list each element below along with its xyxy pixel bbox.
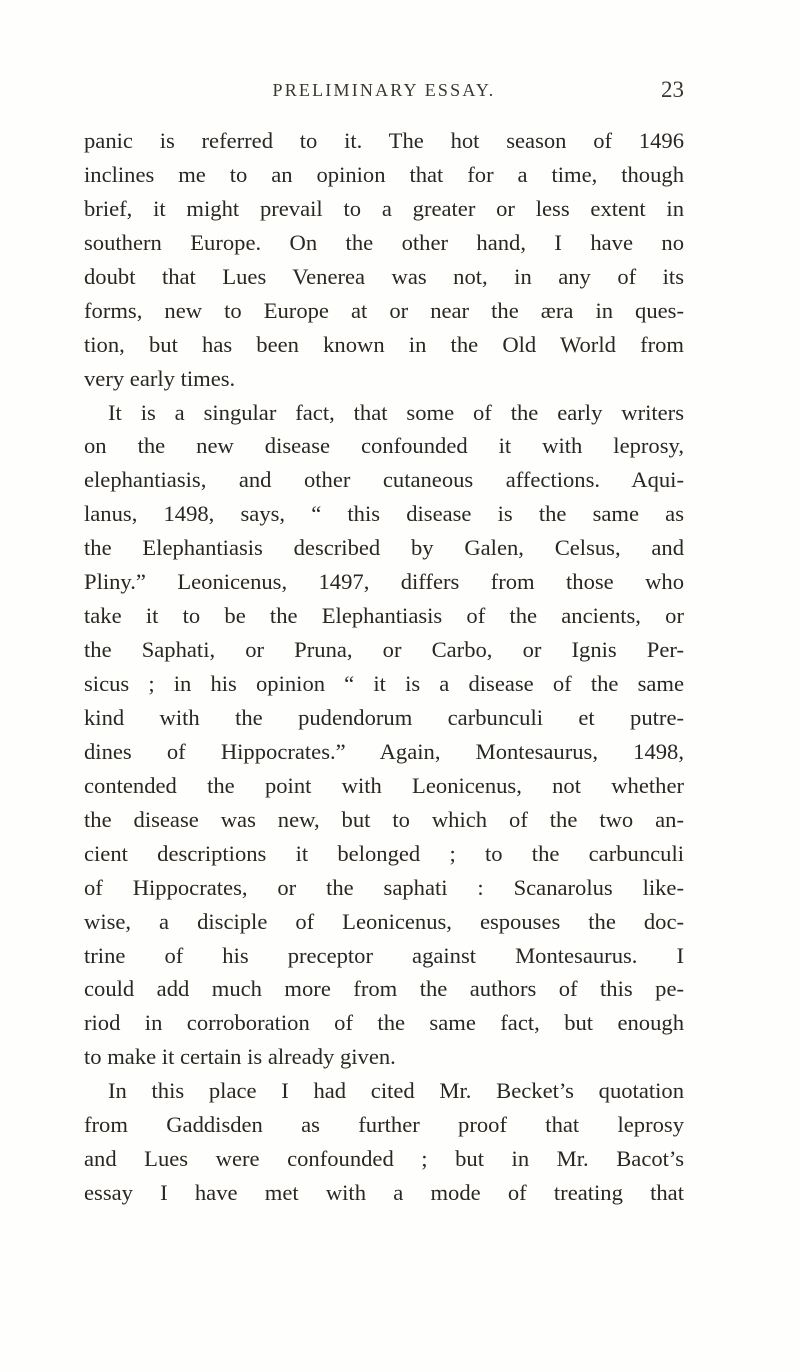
- text-line: from Gaddisden as further proof that leprosy: [84, 1112, 684, 1138]
- text-line: cient descriptions it belonged ; to the carbunculi: [84, 840, 684, 866]
- text-line: the Elephantiasis described by Galen, Celsus, and: [84, 535, 684, 561]
- page-number: 23: [661, 77, 684, 102]
- text-line: sicus ; in his opinion “ it is a disease of the same: [84, 671, 684, 696]
- text-line: brief, it might prevail to a greater or less extent in: [84, 195, 684, 221]
- text-line: and Lues were confounded ; but in Mr. Bacot’s: [84, 1146, 684, 1172]
- text-line: panic is referred to it. The hot season of 1496: [84, 128, 684, 153]
- body-text: [84, 124, 684, 1210]
- text-line: lanus, 1498, says, “ this disease is the same as: [84, 501, 684, 527]
- text-line: doubt that Lues Venerea was not, in any of its: [84, 263, 684, 289]
- text-line: wise, a disciple of Leonicenus, espouses the doc-: [84, 908, 684, 934]
- text-line: dines of Hippocrates.” Again, Montesaurus, 1498,: [84, 738, 684, 764]
- text-line: It is a singular fact, that some of the early writers: [108, 399, 684, 425]
- text-line: elephantiasis, and other cutaneous affections. Aqui-: [84, 467, 684, 493]
- text-line: of Hippocrates, or the saphati : Scanarolus like-: [84, 874, 684, 900]
- text-line: very early times.: [84, 365, 236, 391]
- text-line: inclines me to an opinion that for a time, though: [84, 161, 684, 187]
- text-line: to make it certain is already given.: [84, 1044, 396, 1070]
- text-line: tion, but has been known in the Old World from: [84, 331, 684, 357]
- text-line: essay I have met with a mode of treating that: [84, 1180, 684, 1206]
- text-line: In this place I had cited Mr. Becket’s quotation: [108, 1078, 684, 1104]
- text-line: the disease was new, but to which of the two an-: [84, 806, 684, 832]
- running-title: PRELIMINARY ESSAY.: [272, 80, 496, 100]
- text-line: could add much more from the authors of this pe-: [84, 976, 684, 1002]
- text-line: forms, new to Europe at or near the æra in ques-: [84, 297, 684, 323]
- text-line: contended the point with Leonicenus, not whether: [84, 772, 684, 798]
- text-line: southern Europe. On the other hand, I have no: [84, 229, 684, 255]
- text-line: trine of his preceptor against Montesaurus. I: [84, 942, 684, 968]
- text-line: Pliny.” Leonicenus, 1497, differs from those who: [84, 569, 684, 595]
- text-line: the Saphati, or Pruna, or Carbo, or Ignis Per-: [84, 637, 684, 663]
- text-line: riod in corroboration of the same fact, but enough: [84, 1010, 684, 1036]
- running-head: [84, 77, 684, 110]
- text-line: take it to be the Elephantiasis of the ancients, or: [84, 603, 684, 629]
- text-line: kind with the pudendorum carbunculi et putre-: [84, 704, 684, 730]
- text-line: on the new disease confounded it with leprosy,: [84, 433, 684, 459]
